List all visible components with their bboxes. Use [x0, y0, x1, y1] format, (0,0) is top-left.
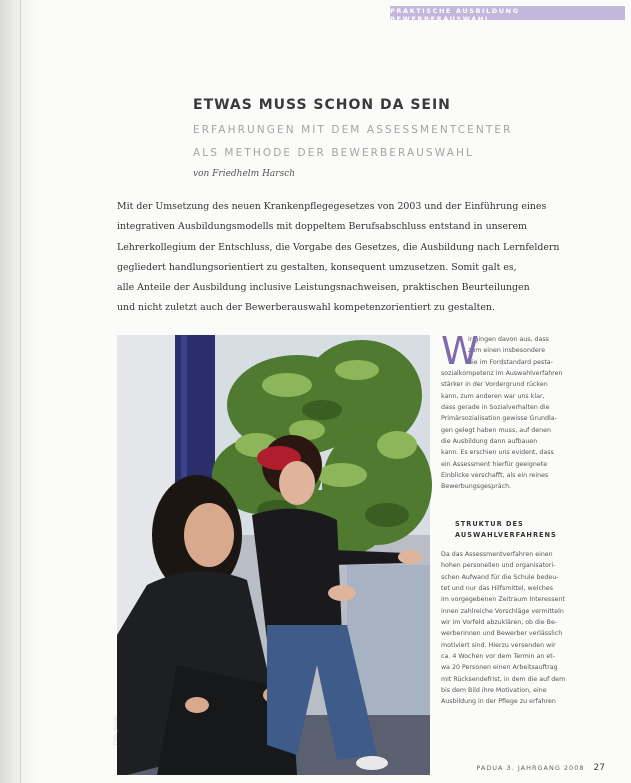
footer-publication: PADUA 3. JAHRGANG 2008	[476, 764, 585, 772]
body-line: werberinnen und Bewerber verlässlich	[441, 630, 563, 638]
body-line: die im Fordstandard pesta-	[468, 358, 553, 366]
section-gap	[441, 493, 599, 519]
intro-line: integrativen Ausbildungsmodells mit doppeltem Berufsabschluss entstand in unserem	[117, 221, 527, 233]
photo-credit: Foto: privat	[113, 716, 119, 745]
page-number: 27	[593, 763, 605, 773]
body-line: ca. 4 Wochen vor dem Termin an et-	[441, 652, 556, 660]
body-line: mit Rücksendefrist, in dem die auf dem	[441, 675, 566, 683]
body-line: gen gelegt haben muss, auf denen	[441, 426, 552, 434]
subheading-line-1: STRUKTUR DES	[455, 519, 524, 528]
article-photo	[113, 335, 430, 775]
body-line: kann. Es erschien uns evident, dass	[441, 449, 554, 457]
body-line: wir im Vorfeld abzuklären, ob die Be-	[441, 618, 558, 626]
section-subheading	[441, 519, 599, 541]
section-gap	[441, 541, 599, 549]
drop-cap: W	[441, 329, 479, 373]
body-line: stärker in der Vordergrund rücken	[441, 381, 548, 389]
page-footer	[476, 763, 605, 773]
page-gutter-line	[20, 0, 21, 783]
body-line: kann, zum anderen war uns klar,	[441, 392, 545, 400]
body-line: tet und nur das Hilfsmittel, welches	[441, 584, 554, 592]
body-line: bis dem Bild ihre Motivation, eine	[441, 686, 547, 694]
subheading-line-2: AUSWAHLVERFAHRENS	[455, 530, 557, 539]
body-line: Primärsozialisation gewisse Grundla-	[441, 415, 557, 423]
section-label: PRAKTISCHE AUSBILDUNG BEWERBERAUSWAHL	[390, 7, 520, 23]
article-title: ETWAS MUSS SCHON DA SEIN	[193, 97, 451, 113]
body-line: zum einen insbesondere	[468, 347, 546, 355]
body-line: Bewerbungsgespräch.	[441, 483, 512, 491]
body-line: die Ausbildung dann aufbauen	[441, 438, 538, 446]
body-column	[441, 329, 599, 708]
page-gutter-shadow	[0, 0, 42, 783]
body-line: innen zahlreiche Vorschläge vermitteln	[441, 607, 564, 615]
body-line: Einblicke verschafft, als ein reines	[441, 472, 549, 480]
article-subtitle-line-2: ALS METHODE DER BEWERBERAUSWAHL	[193, 147, 474, 159]
body-line: wa 20 Personen einen Arbeitsauftrag	[441, 664, 558, 672]
body-line: Da das Assessmentverfahren einen	[441, 550, 553, 558]
intro-line: und nicht zuletzt auch der Bewerberauswahl kompetenzorientiert zu gestalten.	[117, 302, 495, 314]
intro-paragraph	[117, 197, 587, 319]
photo-illustration	[117, 335, 430, 775]
body-line: ein Assessment hierfür geeignete	[441, 460, 548, 468]
intro-line: Mit der Umsetzung des neuen Krankenpflegegesetzes von 2003 und der Einführung eines	[117, 201, 547, 212]
body-line: motiviert sind. Hierzu versenden wir	[441, 641, 556, 649]
body-line: dass gerade in Sozialverhalten die	[441, 404, 550, 412]
article-byline: von Friedhelm Harsch	[193, 169, 296, 179]
body-line: ir gingen davon aus, dass	[468, 336, 549, 343]
body-line: sozialkompetenz im Auswahlverfahren	[441, 370, 563, 378]
body-line: im vorgegebenen Zeitraum Interessent	[441, 596, 565, 604]
body-line: schen Aufwand für die Schule bedeu-	[441, 573, 559, 581]
intro-line: Lehrerkollegium der Entschluss, die Vorgabe des Gesetzes, die Ausbildung nach Lernfeldern	[117, 241, 560, 253]
intro-line: gegliedert handlungsorientiert zu gestalten, konsequent umzusetzen. Somit galt es,	[117, 261, 517, 273]
section-label-tab	[390, 6, 625, 23]
body-line: Ausbildung in der Pflege zu erfahren	[441, 698, 556, 706]
body-line: hohen personellen und organisatori-	[441, 562, 556, 570]
article-subtitle-line-1: ERFAHRUNGEN MIT DEM ASSESSMENTCENTER	[193, 124, 513, 136]
intro-line: alle Anteile der Ausbildung inclusive Leistungsnachweisen, praktischen Beurteilungen	[117, 282, 530, 294]
